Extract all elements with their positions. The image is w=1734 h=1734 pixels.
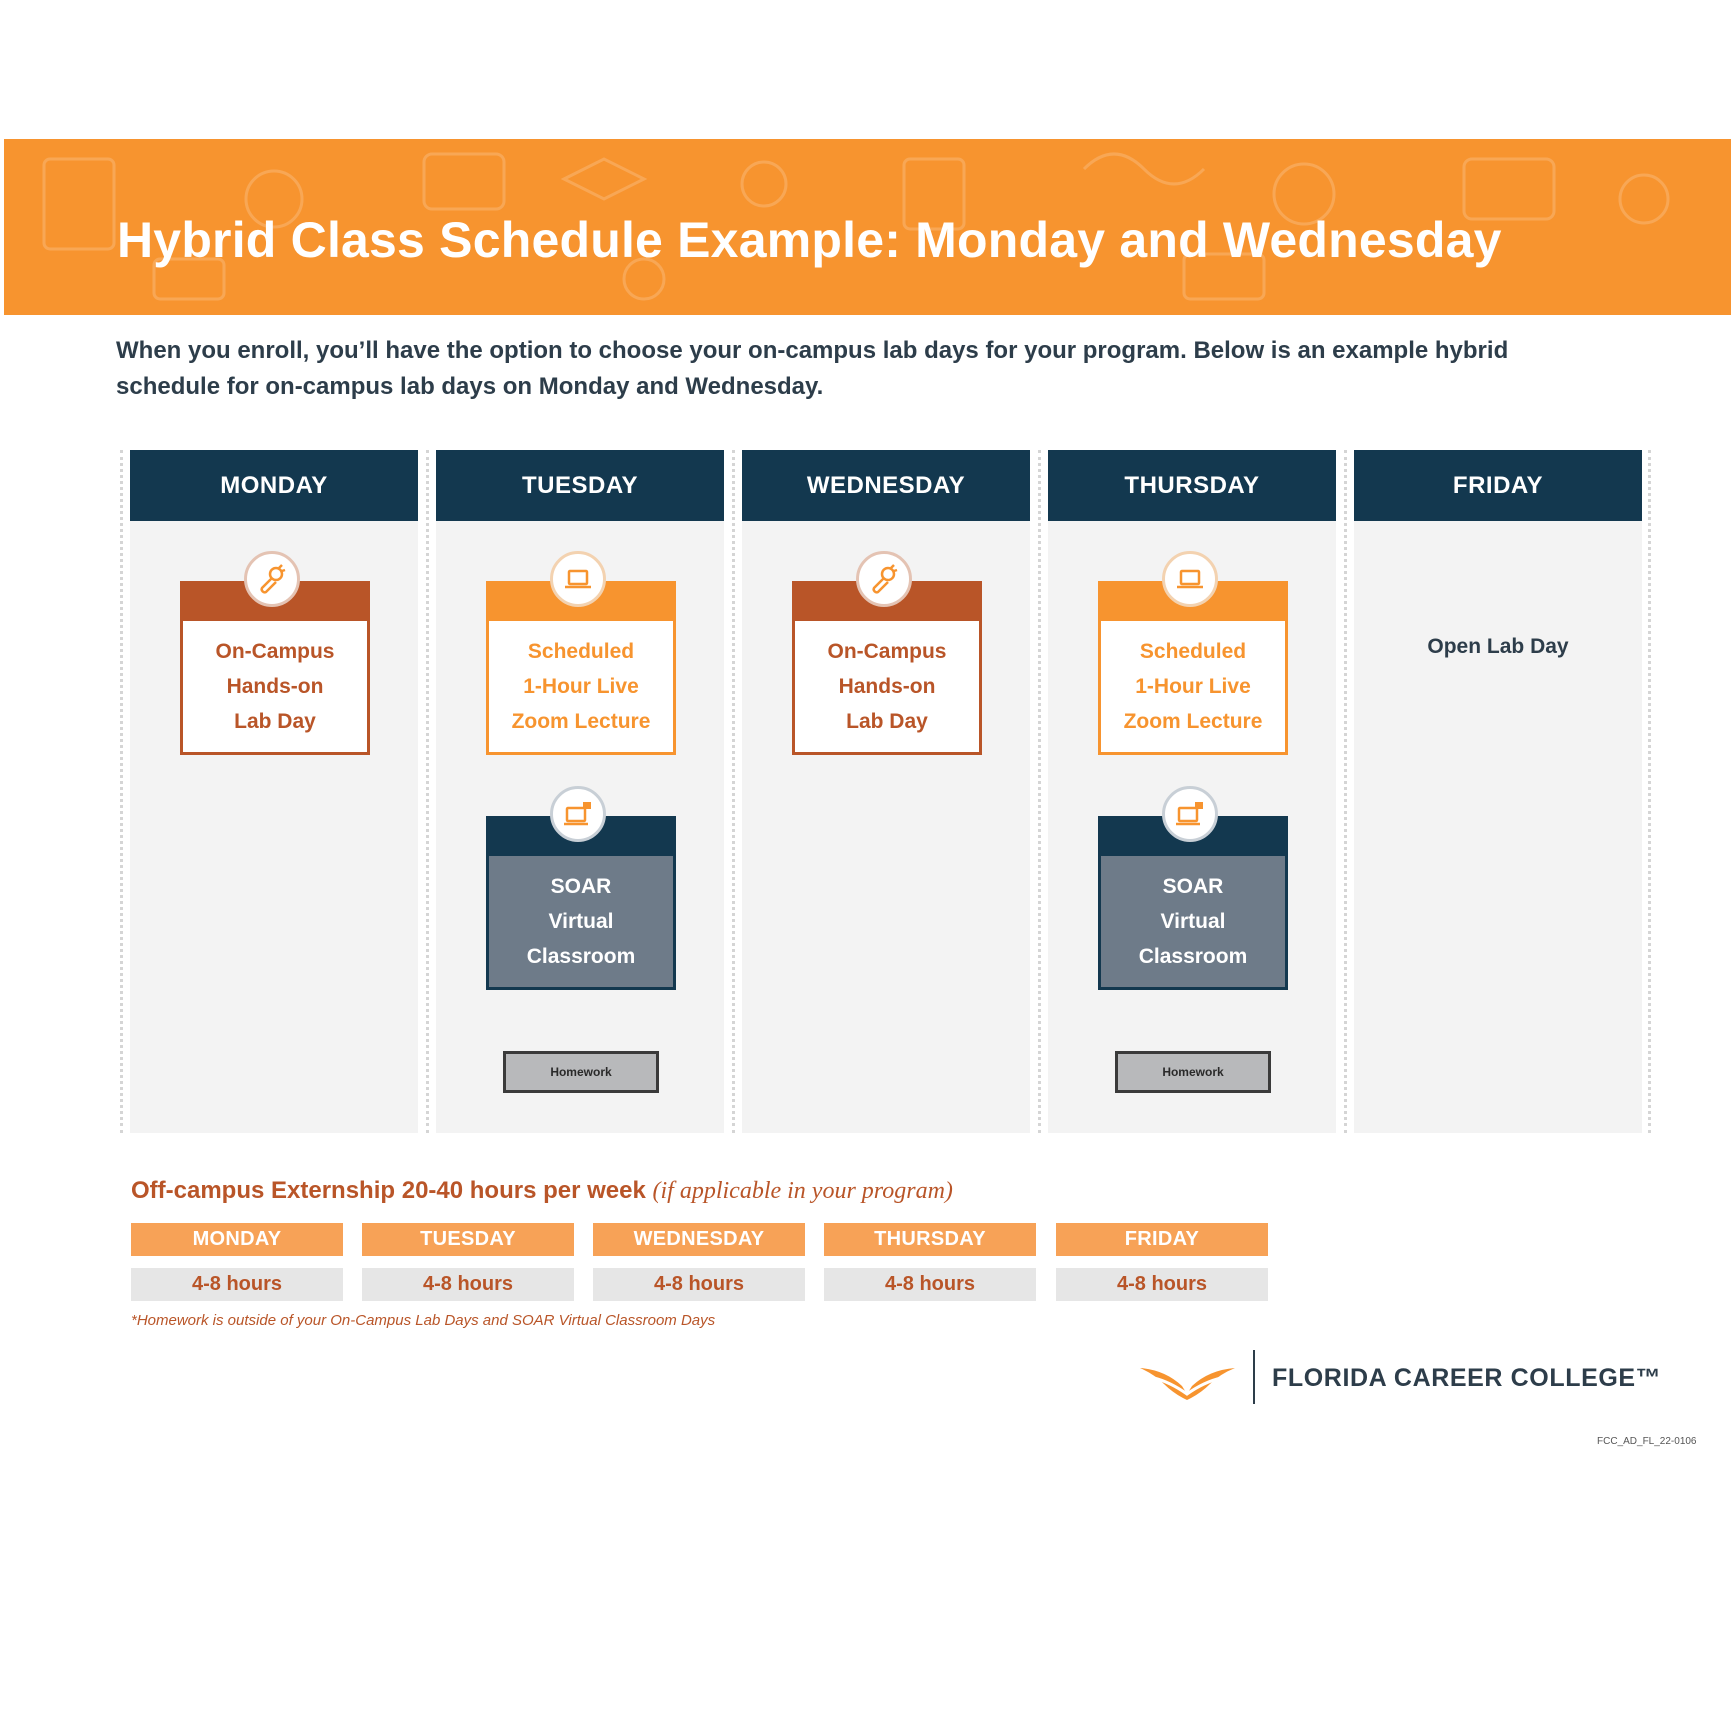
externship-note: (if applicable in your program) [652,1178,953,1204]
externship-day-header: FRIDAY [1056,1223,1268,1256]
column-divider [1038,450,1041,1133]
day-header: THURSDAY [1048,450,1336,521]
card-line: 1-Hour Live [523,675,639,698]
externship-hours: 4-8 hours [824,1268,1036,1301]
card-line: Virtual [1160,910,1226,933]
externship-hours: 4-8 hours [362,1268,574,1301]
day-header: FRIDAY [1354,450,1642,521]
open-lab-day-label: Open Lab Day [1427,635,1569,658]
card-line: Classroom [1138,945,1248,968]
document-code: FCC_AD_FL_22-0106 [1597,1436,1697,1447]
externship-day-friday [1056,1223,1268,1301]
virtual-classroom-icon [1162,786,1218,842]
soar-virtual-card [1098,816,1288,990]
brand-name: FLORIDA CAREER COLLEGE™ [1272,1364,1662,1392]
column-divider [426,450,429,1133]
externship-day-header: WEDNESDAY [593,1223,805,1256]
laptop-icon [1162,551,1218,607]
lab-day-card [180,581,370,755]
card-line: Lab Day [234,710,316,733]
wrench-gear-icon [856,551,912,607]
externship-day-thursday [824,1223,1036,1301]
wrench-gear-icon [244,551,300,607]
homework-box: Homework [503,1051,659,1093]
soar-virtual-card [486,816,676,990]
day-column-friday [1354,450,1642,1133]
card-line: On-Campus [827,640,947,663]
day-column-wednesday [742,450,1030,1133]
externship-title [131,1177,953,1205]
card-line: On-Campus [215,640,335,663]
externship-day-monday [131,1223,343,1301]
wings-logo-icon [1140,1360,1235,1404]
externship-day-tuesday [362,1223,574,1301]
day-header: MONDAY [130,450,418,521]
column-divider [1648,450,1651,1133]
externship-day-header: MONDAY [131,1223,343,1256]
homework-box: Homework [1115,1051,1271,1093]
day-header: WEDNESDAY [742,450,1030,521]
column-divider [1344,450,1347,1133]
card-line: Hands-on [838,675,936,698]
intro-text: When you enroll, you’ll have the option to choose your on-campus lab days for your program. Below is an example hybrid schedule for on-campus lab days on Monday and Wednesday. [116,337,1509,400]
card-line: Classroom [526,945,636,968]
externship-title-text: Off-campus Externship 20-40 hours per week [131,1177,646,1204]
card-line: SOAR [550,875,612,898]
virtual-classroom-icon [550,786,606,842]
card-line: Virtual [548,910,614,933]
externship-day-wednesday [593,1223,805,1301]
day-column-monday [130,450,418,1133]
column-divider [732,450,735,1133]
column-divider [120,450,123,1133]
externship-hours: 4-8 hours [593,1268,805,1301]
zoom-lecture-card [1098,581,1288,755]
card-line: 1-Hour Live [1135,675,1251,698]
externship-day-header: THURSDAY [824,1223,1036,1256]
card-line: SOAR [1162,875,1224,898]
homework-footnote: *Homework is outside of your On-Campus Lab Days and SOAR Virtual Classroom Days [131,1312,716,1329]
laptop-icon [550,551,606,607]
card-line: Hands-on [226,675,324,698]
externship-hours: 4-8 hours [1056,1268,1268,1301]
day-column-thursday [1048,450,1336,1133]
zoom-lecture-card [486,581,676,755]
lab-day-card [792,581,982,755]
day-header: TUESDAY [436,450,724,521]
day-column-tuesday [436,450,724,1133]
card-line: Scheduled [527,640,635,663]
card-line: Zoom Lecture [511,710,651,733]
externship-day-header: TUESDAY [362,1223,574,1256]
page-title: Hybrid Class Schedule Example: Monday and Wednesday [117,212,1502,268]
externship-hours: 4-8 hours [131,1268,343,1301]
header-banner [4,139,1731,315]
card-line: Zoom Lecture [1123,710,1263,733]
card-line: Scheduled [1139,640,1247,663]
card-line: Lab Day [846,710,928,733]
logo-divider [1253,1350,1255,1404]
